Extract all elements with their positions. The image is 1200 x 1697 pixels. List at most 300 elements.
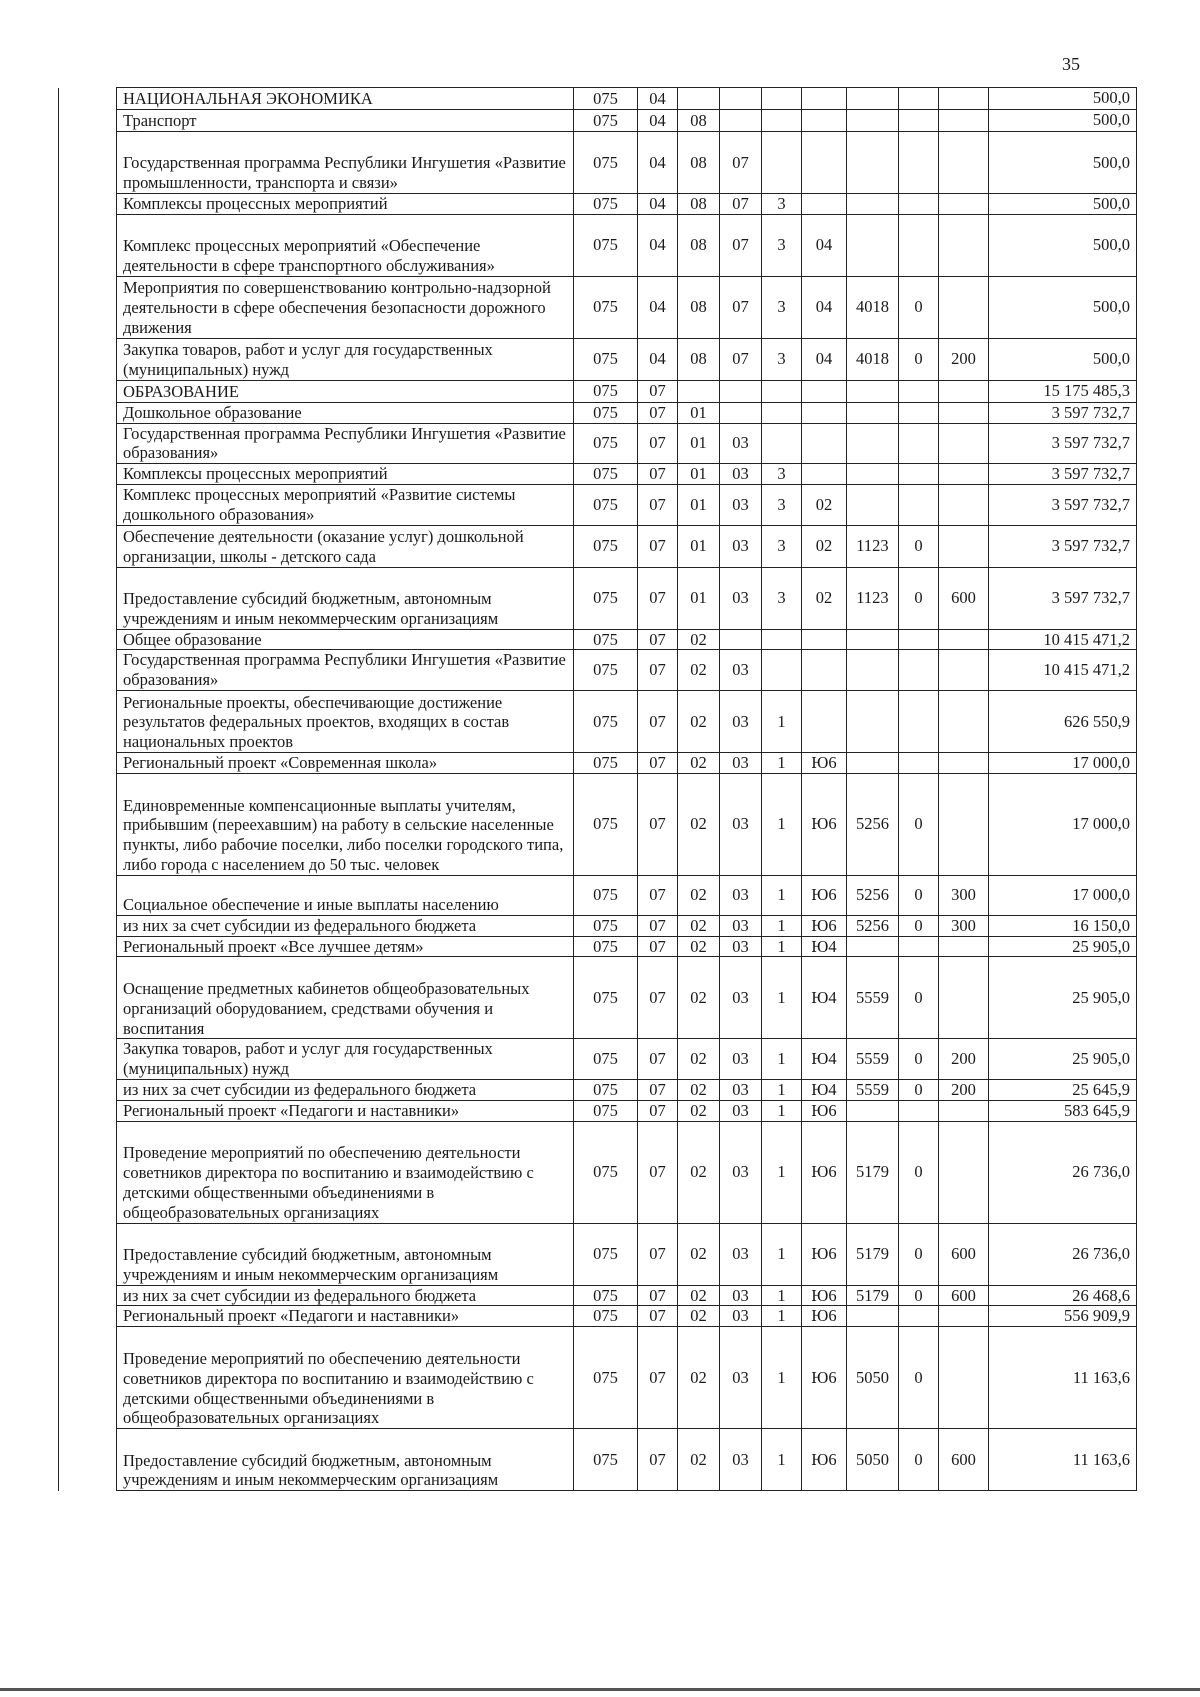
code-cell-ext [899, 1100, 939, 1121]
code-cell-glava: 075 [574, 423, 638, 464]
table-row [59, 380, 1137, 402]
code-cell-glava: 075 [574, 1100, 638, 1121]
code-cell-prog: 03 [720, 1121, 762, 1223]
code-cell-vr [939, 1306, 989, 1327]
code-cell-prog: 03 [720, 1223, 762, 1285]
table-row [59, 1327, 1137, 1429]
code-cell-dir [847, 1100, 899, 1121]
code-cell-pr: 08 [678, 214, 720, 276]
code-cell-glava: 075 [574, 690, 638, 752]
code-cell-prog: 03 [720, 773, 762, 875]
row-name-cell: Комплексы процессных мероприятий [117, 194, 574, 215]
row-name-cell: Социальное обеспечение и иные выплаты населению [117, 875, 574, 915]
code-cell-glava: 075 [574, 132, 638, 194]
code-cell-pr: 02 [678, 1039, 720, 1080]
code-cell-glava: 075 [574, 402, 638, 423]
table-row [59, 875, 1137, 915]
row-name-cell: ОБРАЗОВАНИЕ [117, 380, 574, 402]
code-cell-glava: 075 [574, 484, 638, 525]
code-cell-dir [847, 423, 899, 464]
code-cell-prog: 03 [720, 484, 762, 525]
code-cell-rz: 04 [638, 88, 678, 110]
row-name-cell: из них за счет субсидии из федерального бюджета [117, 915, 574, 936]
row-margin-cell [59, 915, 117, 936]
code-cell-ext: 0 [899, 1121, 939, 1223]
code-cell-vr [939, 132, 989, 194]
table-row [59, 957, 1137, 1039]
row-margin-cell [59, 773, 117, 875]
code-cell-pr: 08 [678, 194, 720, 215]
code-cell-sub: 04 [802, 276, 847, 338]
code-cell-vr: 600 [939, 1223, 989, 1285]
code-cell-pr: 08 [678, 132, 720, 194]
code-cell-type: 3 [762, 525, 802, 567]
amount-cell: 26 468,6 [989, 1285, 1137, 1306]
table-row [59, 752, 1137, 773]
amount-cell: 3 597 732,7 [989, 525, 1137, 567]
code-cell-rz: 07 [638, 484, 678, 525]
amount-cell: 3 597 732,7 [989, 464, 1137, 485]
code-cell-pr: 02 [678, 1100, 720, 1121]
code-cell-vr: 200 [939, 338, 989, 380]
code-cell-prog: 07 [720, 276, 762, 338]
code-cell-dir [847, 110, 899, 132]
row-name-cell: Общее образование [117, 629, 574, 650]
code-cell-rz: 07 [638, 915, 678, 936]
code-cell-sub [802, 88, 847, 110]
code-cell-ext: 0 [899, 957, 939, 1039]
row-name-cell: Закупка товаров, работ и услуг для государственных (муниципальных) нужд [117, 338, 574, 380]
code-cell-prog: 07 [720, 132, 762, 194]
code-cell-type: 1 [762, 1121, 802, 1223]
code-cell-rz: 07 [638, 957, 678, 1039]
code-cell-dir: 4018 [847, 276, 899, 338]
code-cell-ext: 0 [899, 915, 939, 936]
code-cell-glava: 075 [574, 752, 638, 773]
row-name-cell: Комплекс процессных мероприятий «Обеспечение деятельности в сфере транспортного обслуживания» [117, 214, 574, 276]
code-cell-rz: 04 [638, 276, 678, 338]
code-cell-type: 3 [762, 338, 802, 380]
code-cell-type: 1 [762, 1079, 802, 1100]
row-name-cell: Проведение мероприятий по обеспечению деятельности советников директора по воспитанию и взаимодействию с детскими общественными объединениями в общеобразовательных организациях [117, 1121, 574, 1223]
code-cell-rz: 07 [638, 690, 678, 752]
code-cell-dir: 5559 [847, 1039, 899, 1080]
table-row [59, 194, 1137, 215]
code-cell-glava: 075 [574, 276, 638, 338]
table-row [59, 1079, 1137, 1100]
code-cell-glava: 075 [574, 1327, 638, 1429]
code-cell-dir: 5050 [847, 1429, 899, 1491]
code-cell-vr: 200 [939, 1079, 989, 1100]
code-cell-vr: 600 [939, 1285, 989, 1306]
code-cell-type: 1 [762, 752, 802, 773]
code-cell-dir [847, 380, 899, 402]
table-row [59, 423, 1137, 464]
code-cell-ext [899, 484, 939, 525]
row-margin-cell [59, 1285, 117, 1306]
code-cell-pr: 08 [678, 338, 720, 380]
code-cell-glava: 075 [574, 875, 638, 915]
code-cell-type [762, 650, 802, 691]
code-cell-dir: 5179 [847, 1121, 899, 1223]
code-cell-ext [899, 936, 939, 957]
code-cell-pr: 01 [678, 423, 720, 464]
amount-cell: 25 905,0 [989, 936, 1137, 957]
code-cell-rz: 07 [638, 1100, 678, 1121]
code-cell-vr [939, 214, 989, 276]
code-cell-rz: 07 [638, 380, 678, 402]
row-name-cell: НАЦИОНАЛЬНАЯ ЭКОНОМИКА [117, 88, 574, 110]
code-cell-prog: 03 [720, 915, 762, 936]
code-cell-prog [720, 380, 762, 402]
code-cell-pr: 02 [678, 1429, 720, 1491]
code-cell-sub [802, 132, 847, 194]
code-cell-ext: 0 [899, 567, 939, 629]
table-row [59, 936, 1137, 957]
code-cell-rz: 07 [638, 402, 678, 423]
code-cell-glava: 075 [574, 1223, 638, 1285]
code-cell-dir: 1123 [847, 525, 899, 567]
code-cell-vr [939, 194, 989, 215]
code-cell-ext: 0 [899, 875, 939, 915]
row-margin-cell [59, 629, 117, 650]
code-cell-vr [939, 1100, 989, 1121]
row-margin-cell [59, 110, 117, 132]
row-margin-cell [59, 875, 117, 915]
amount-cell: 17 000,0 [989, 752, 1137, 773]
row-margin-cell [59, 214, 117, 276]
code-cell-ext [899, 88, 939, 110]
code-cell-vr: 600 [939, 567, 989, 629]
code-cell-ext: 0 [899, 1285, 939, 1306]
code-cell-dir [847, 132, 899, 194]
code-cell-rz: 04 [638, 132, 678, 194]
code-cell-type: 1 [762, 1100, 802, 1121]
code-cell-vr [939, 1121, 989, 1223]
code-cell-sub: 04 [802, 338, 847, 380]
code-cell-dir [847, 629, 899, 650]
amount-cell: 17 000,0 [989, 875, 1137, 915]
amount-cell: 11 163,6 [989, 1429, 1137, 1491]
code-cell-ext [899, 650, 939, 691]
code-cell-ext [899, 423, 939, 464]
code-cell-type: 1 [762, 1223, 802, 1285]
row-margin-cell [59, 464, 117, 485]
code-cell-dir: 4018 [847, 338, 899, 380]
code-cell-rz: 07 [638, 1079, 678, 1100]
code-cell-sub: Ю6 [802, 915, 847, 936]
code-cell-rz: 07 [638, 629, 678, 650]
code-cell-type [762, 402, 802, 423]
code-cell-sub [802, 194, 847, 215]
code-cell-ext [899, 1306, 939, 1327]
code-cell-ext: 0 [899, 1327, 939, 1429]
code-cell-dir: 5256 [847, 915, 899, 936]
code-cell-dir [847, 650, 899, 691]
amount-cell: 500,0 [989, 132, 1137, 194]
code-cell-type: 1 [762, 1429, 802, 1491]
code-cell-type [762, 380, 802, 402]
code-cell-vr [939, 402, 989, 423]
row-margin-cell [59, 276, 117, 338]
code-cell-ext: 0 [899, 1079, 939, 1100]
code-cell-prog: 03 [720, 752, 762, 773]
code-cell-ext [899, 464, 939, 485]
code-cell-vr: 300 [939, 875, 989, 915]
row-margin-cell [59, 1121, 117, 1223]
code-cell-rz: 07 [638, 773, 678, 875]
code-cell-sub: Ю6 [802, 773, 847, 875]
code-cell-type: 1 [762, 1327, 802, 1429]
row-margin-cell [59, 402, 117, 423]
row-margin-cell [59, 380, 117, 402]
code-cell-prog: 03 [720, 1429, 762, 1491]
row-margin-cell [59, 1327, 117, 1429]
code-cell-glava: 075 [574, 88, 638, 110]
amount-cell: 10 415 471,2 [989, 629, 1137, 650]
amount-cell: 500,0 [989, 214, 1137, 276]
row-name-cell: Транспорт [117, 110, 574, 132]
row-margin-cell [59, 1306, 117, 1327]
code-cell-pr [678, 88, 720, 110]
code-cell-rz: 07 [638, 1285, 678, 1306]
row-name-cell: Региональные проекты, обеспечивающие достижение результатов федеральных проектов, входящих в состав национальных проектов [117, 690, 574, 752]
row-name-cell: Мероприятия по совершенствованию контрольно-надзорной деятельности в сфере обеспечения безопасности дорожного движения [117, 276, 574, 338]
code-cell-pr: 01 [678, 402, 720, 423]
row-name-cell: из них за счет субсидии из федерального бюджета [117, 1285, 574, 1306]
page-number: 35 [1062, 54, 1080, 74]
table-row [59, 88, 1137, 110]
amount-cell: 556 909,9 [989, 1306, 1137, 1327]
code-cell-type: 3 [762, 484, 802, 525]
code-cell-pr: 02 [678, 629, 720, 650]
code-cell-ext [899, 214, 939, 276]
code-cell-glava: 075 [574, 629, 638, 650]
code-cell-glava: 075 [574, 338, 638, 380]
code-cell-glava: 075 [574, 1079, 638, 1100]
code-cell-dir: 5559 [847, 957, 899, 1039]
code-cell-glava: 075 [574, 194, 638, 215]
table-row [59, 402, 1137, 423]
code-cell-glava: 075 [574, 110, 638, 132]
code-cell-sub: Ю4 [802, 957, 847, 1039]
code-cell-rz: 07 [638, 1223, 678, 1285]
code-cell-sub: 02 [802, 525, 847, 567]
code-cell-pr: 08 [678, 110, 720, 132]
code-cell-dir: 5256 [847, 875, 899, 915]
row-margin-cell [59, 132, 117, 194]
code-cell-vr [939, 423, 989, 464]
code-cell-ext: 0 [899, 1429, 939, 1491]
code-cell-pr: 02 [678, 1327, 720, 1429]
code-cell-glava: 075 [574, 464, 638, 485]
code-cell-type [762, 629, 802, 650]
table-row [59, 276, 1137, 338]
code-cell-dir [847, 752, 899, 773]
code-cell-sub: Ю6 [802, 1223, 847, 1285]
code-cell-rz: 04 [638, 194, 678, 215]
code-cell-type: 3 [762, 194, 802, 215]
table-row [59, 525, 1137, 567]
code-cell-dir [847, 88, 899, 110]
row-name-cell: Предоставление субсидий бюджетным, автономным учреждениям и иным некоммерческим организациям [117, 1223, 574, 1285]
row-margin-cell [59, 194, 117, 215]
amount-cell: 25 905,0 [989, 957, 1137, 1039]
code-cell-pr: 02 [678, 1285, 720, 1306]
code-cell-ext [899, 110, 939, 132]
amount-cell: 500,0 [989, 88, 1137, 110]
code-cell-vr [939, 957, 989, 1039]
amount-cell: 500,0 [989, 194, 1137, 215]
amount-cell: 583 645,9 [989, 1100, 1137, 1121]
amount-cell: 500,0 [989, 110, 1137, 132]
code-cell-rz: 07 [638, 1327, 678, 1429]
amount-cell: 17 000,0 [989, 773, 1137, 875]
row-margin-cell [59, 1079, 117, 1100]
code-cell-ext: 0 [899, 773, 939, 875]
code-cell-ext: 0 [899, 276, 939, 338]
code-cell-sub: Ю6 [802, 1121, 847, 1223]
code-cell-glava: 075 [574, 773, 638, 875]
row-margin-cell [59, 88, 117, 110]
code-cell-type: 1 [762, 1285, 802, 1306]
code-cell-ext [899, 194, 939, 215]
code-cell-prog [720, 402, 762, 423]
code-cell-prog: 03 [720, 1306, 762, 1327]
code-cell-sub: 02 [802, 567, 847, 629]
code-cell-rz: 04 [638, 110, 678, 132]
row-name-cell: Региональный проект «Все лучшее детям» [117, 936, 574, 957]
code-cell-type: 3 [762, 214, 802, 276]
table-row [59, 338, 1137, 380]
table-row [59, 1121, 1137, 1223]
table-row [59, 1100, 1137, 1121]
code-cell-dir [847, 484, 899, 525]
code-cell-prog: 03 [720, 1039, 762, 1080]
row-name-cell: Единовременные компенсационные выплаты учителям, прибывшим (переехавшим) на работу в сельские населенные пункты, либо рабочие поселки, либо поселки городского типа, либо города с населением до 50 тыс. человек [117, 773, 574, 875]
code-cell-vr: 300 [939, 915, 989, 936]
row-margin-cell [59, 650, 117, 691]
row-name-cell: Предоставление субсидий бюджетным, автономным учреждениям и иным некоммерческим организациям [117, 1429, 574, 1491]
code-cell-vr [939, 936, 989, 957]
code-cell-vr [939, 650, 989, 691]
code-cell-sub: Ю6 [802, 1306, 847, 1327]
row-name-cell: Региональный проект «Современная школа» [117, 752, 574, 773]
row-name-cell: Оснащение предметных кабинетов общеобразовательных организаций оборудованием, средствами обучения и воспитания [117, 957, 574, 1039]
code-cell-sub: Ю6 [802, 1429, 847, 1491]
row-name-cell: Обеспечение деятельности (оказание услуг) дошкольной организации, школы - детского сада [117, 525, 574, 567]
table-row [59, 915, 1137, 936]
code-cell-sub: Ю4 [802, 1039, 847, 1080]
code-cell-prog [720, 88, 762, 110]
code-cell-sub: Ю4 [802, 1079, 847, 1100]
amount-cell: 15 175 485,3 [989, 380, 1137, 402]
code-cell-type [762, 88, 802, 110]
code-cell-glava: 075 [574, 957, 638, 1039]
code-cell-type: 1 [762, 1306, 802, 1327]
code-cell-sub [802, 629, 847, 650]
code-cell-prog: 03 [720, 1100, 762, 1121]
code-cell-pr: 02 [678, 650, 720, 691]
code-cell-sub [802, 423, 847, 464]
code-cell-pr: 02 [678, 875, 720, 915]
code-cell-type [762, 132, 802, 194]
budget-table [58, 87, 1137, 1491]
table-row [59, 690, 1137, 752]
code-cell-prog: 03 [720, 650, 762, 691]
code-cell-sub: Ю6 [802, 1327, 847, 1429]
table-row [59, 629, 1137, 650]
code-cell-dir [847, 402, 899, 423]
table-row [59, 484, 1137, 525]
code-cell-pr: 01 [678, 525, 720, 567]
table-row [59, 214, 1137, 276]
code-cell-glava: 075 [574, 936, 638, 957]
code-cell-glava: 075 [574, 1306, 638, 1327]
code-cell-type [762, 110, 802, 132]
code-cell-ext: 0 [899, 1223, 939, 1285]
row-margin-cell [59, 957, 117, 1039]
code-cell-dir [847, 464, 899, 485]
table-row [59, 110, 1137, 132]
row-name-cell: Комплекс процессных мероприятий «Развитие системы дошкольного образования» [117, 484, 574, 525]
code-cell-rz: 07 [638, 875, 678, 915]
code-cell-ext [899, 380, 939, 402]
code-cell-rz: 04 [638, 214, 678, 276]
row-name-cell: Предоставление субсидий бюджетным, автономным учреждениям и иным некоммерческим организациям [117, 567, 574, 629]
amount-cell: 11 163,6 [989, 1327, 1137, 1429]
row-margin-cell [59, 567, 117, 629]
code-cell-pr: 02 [678, 1079, 720, 1100]
table-row [59, 1429, 1137, 1491]
code-cell-prog: 03 [720, 525, 762, 567]
code-cell-type: 3 [762, 567, 802, 629]
amount-cell: 500,0 [989, 338, 1137, 380]
code-cell-pr: 02 [678, 690, 720, 752]
code-cell-type: 1 [762, 690, 802, 752]
code-cell-glava: 075 [574, 380, 638, 402]
amount-cell: 3 597 732,7 [989, 423, 1137, 464]
code-cell-rz: 04 [638, 338, 678, 380]
table-body [59, 88, 1137, 1491]
code-cell-sub [802, 380, 847, 402]
row-margin-cell [59, 484, 117, 525]
code-cell-prog: 03 [720, 567, 762, 629]
code-cell-ext [899, 132, 939, 194]
code-cell-ext: 0 [899, 338, 939, 380]
code-cell-pr: 02 [678, 1121, 720, 1223]
table-row [59, 1039, 1137, 1080]
row-name-cell: Дошкольное образование [117, 402, 574, 423]
code-cell-rz: 07 [638, 1429, 678, 1491]
amount-cell: 626 550,9 [989, 690, 1137, 752]
code-cell-prog [720, 110, 762, 132]
scan-edge-divider [0, 1688, 1200, 1691]
code-cell-dir: 5179 [847, 1223, 899, 1285]
code-cell-sub: Ю6 [802, 875, 847, 915]
amount-cell: 25 645,9 [989, 1079, 1137, 1100]
code-cell-type [762, 423, 802, 464]
code-cell-sub [802, 110, 847, 132]
code-cell-dir: 1123 [847, 567, 899, 629]
code-cell-rz: 07 [638, 752, 678, 773]
code-cell-pr: 01 [678, 464, 720, 485]
code-cell-vr: 600 [939, 1429, 989, 1491]
code-cell-prog: 03 [720, 875, 762, 915]
code-cell-type: 1 [762, 915, 802, 936]
code-cell-dir [847, 1306, 899, 1327]
code-cell-sub [802, 690, 847, 752]
